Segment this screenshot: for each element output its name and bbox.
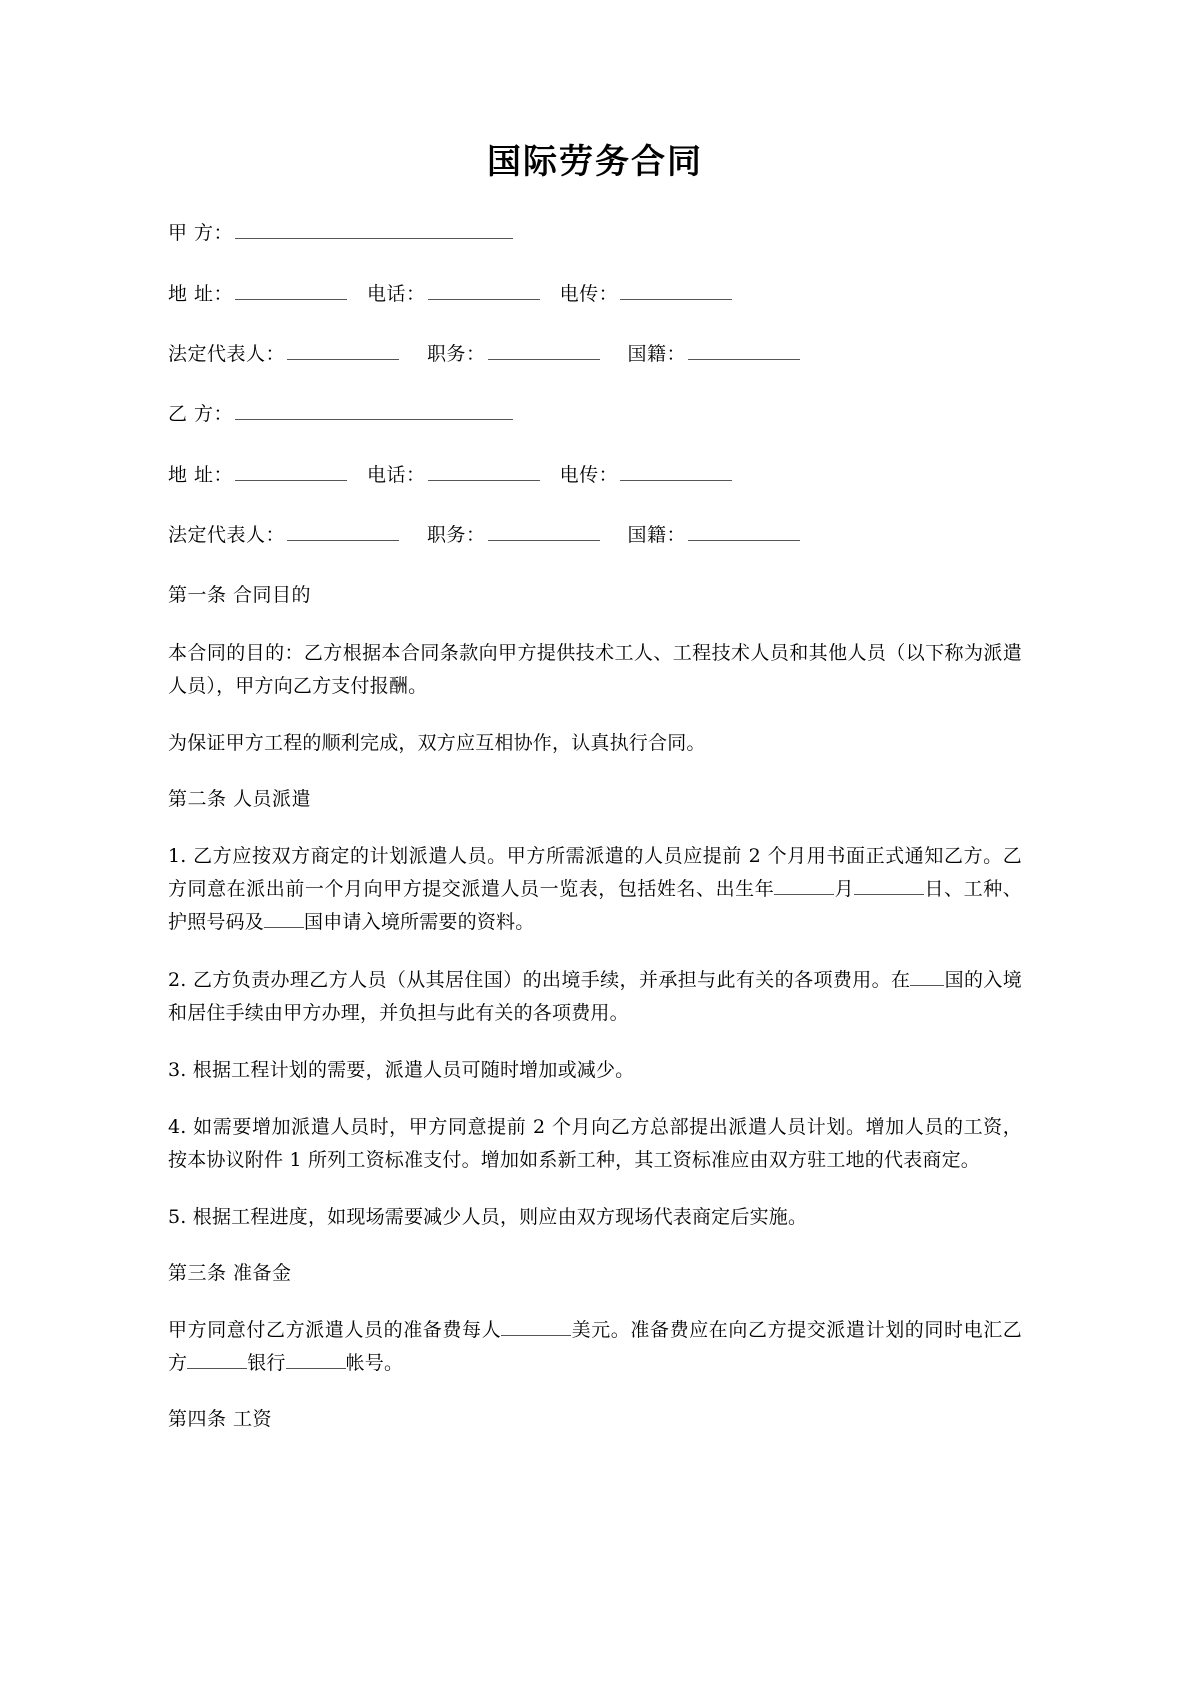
article-2-item-2-text-b: 国的入境和居住手续由甲方办理，并负担与此有关的各项费用。 — [168, 968, 1022, 1024]
party-a-telex-blank[interactable] — [620, 279, 732, 300]
party-a-address-label: 地 址： — [168, 282, 234, 305]
party-b-legal-rep-blank[interactable] — [287, 520, 399, 541]
party-a-legal-rep-blank[interactable] — [287, 339, 399, 360]
article-3-heading: 第三条 准备金 — [168, 1261, 292, 1284]
article-2-item-5: 5. 根据工程进度，如现场需要减少人员，则应由双方现场代表商定后实施。 — [168, 1205, 808, 1228]
preparation-fee-blank[interactable] — [501, 1315, 571, 1336]
article-3-text-c: 银行 — [247, 1352, 286, 1375]
party-a-phone-blank[interactable] — [428, 279, 540, 300]
article-2-item-2 — [168, 964, 1022, 1030]
party-b-nationality-label: 国籍： — [627, 524, 687, 546]
party-b-phone-label: 电话： — [367, 463, 426, 486]
party-a-name-row — [168, 218, 1022, 248]
party-a-telex-label: 电传： — [559, 282, 619, 305]
account-number-blank[interactable] — [286, 1348, 346, 1369]
party-a-name-blank[interactable] — [235, 218, 513, 239]
party-a-rep-row — [168, 339, 1022, 369]
article-1-paragraph-1: 本合同的目的：乙方根据本合同条款向甲方提供技术工人、工程技术人员和其他人员（以下称为派遣人员），甲方向乙方支付报酬。 — [168, 641, 1022, 697]
birth-month-blank[interactable] — [854, 874, 924, 895]
article-2-item-1-text-b: 月 — [834, 878, 855, 901]
article-2-item-1-text-c: 日、工种、护照号码及 — [168, 878, 1022, 934]
party-a-name-label: 甲 方： — [168, 222, 234, 245]
article-1-heading: 第一条 合同目的 — [168, 584, 312, 607]
article-1-paragraph-2: 为保证甲方工程的顺利完成，双方应互相协作，认真执行合同。 — [168, 731, 706, 754]
party-b-name-label: 乙 方： — [168, 403, 234, 426]
party-a-phone-label: 电话： — [367, 282, 426, 305]
party-b-position-label: 职务： — [427, 524, 486, 546]
entry-country-blank[interactable] — [910, 965, 944, 986]
article-3-text-a: 甲方同意付乙方派遣人员的准备费每人 — [168, 1319, 502, 1342]
party-a-nationality-blank[interactable] — [688, 339, 800, 360]
party-b-address-blank[interactable] — [235, 460, 347, 481]
bank-name-blank[interactable] — [187, 1348, 247, 1369]
party-b-position-blank[interactable] — [488, 520, 600, 541]
article-2-item-1-text-d: 国申请入境所需要的资料。 — [304, 911, 535, 934]
party-b-contact-row — [168, 460, 1022, 490]
country-blank[interactable] — [264, 908, 304, 929]
party-b-nationality-blank[interactable] — [688, 520, 800, 541]
party-b-name-blank[interactable] — [235, 399, 513, 420]
party-b-telex-label: 电传： — [559, 463, 619, 486]
party-b-phone-blank[interactable] — [428, 460, 540, 481]
party-a-position-label: 职务： — [427, 342, 486, 365]
party-b-rep-row — [168, 520, 1022, 550]
party-b-address-label: 地 址： — [168, 463, 234, 486]
article-2-heading: 第二条 人员派遣 — [168, 787, 312, 810]
party-a-contact-row — [168, 279, 1022, 309]
article-2-item-2-text-a: 2. 乙方负责办理乙方人员（从其居住国）的出境手续，并承担与此有关的各项费用。在 — [168, 968, 911, 991]
article-2-item-3: 3. 根据工程计划的需要，派遣人员可随时增加或减少。 — [168, 1058, 635, 1081]
party-a-nationality-label: 国籍： — [627, 342, 687, 365]
party-a-address-blank[interactable] — [235, 279, 347, 300]
party-b-telex-blank[interactable] — [620, 460, 732, 481]
page-title: 国际劳务合同 — [487, 142, 703, 182]
party-b-name-row — [168, 399, 1022, 429]
party-a-legal-rep-label: 法定代表人： — [168, 342, 286, 365]
article-3-body — [168, 1314, 1022, 1380]
party-b-legal-rep-label: 法定代表人： — [168, 524, 286, 546]
article-3-text-d: 帐号。 — [345, 1352, 404, 1375]
birth-year-blank[interactable] — [774, 874, 834, 895]
article-2-item-1-text-a: 1. 乙方应按双方商定的计划派遣人员。甲方所需派遣的人员应提前 2 个月用书面正式通知乙方。乙方同意在派出前一个月向甲方提交派遣人员一览表，包括姓名、出生年 — [168, 845, 1022, 901]
article-2-item-1 — [168, 840, 1022, 939]
article-2-item-4: 4. 如需要增加派遣人员时，甲方同意提前 2 个月向乙方总部提出派遣人员计划。增加人员的工资，按本协议附件 1 所列工资标准支付。增加如系新工种，其工资标准应由双方驻工地的代表商定。 — [168, 1115, 1022, 1171]
article-3-text-b: 美元。准备费应在向乙方提交派遣计划的同时电汇乙方 — [168, 1319, 1022, 1375]
article-4-heading: 第四条 工资 — [168, 1408, 273, 1431]
party-a-position-blank[interactable] — [488, 339, 600, 360]
